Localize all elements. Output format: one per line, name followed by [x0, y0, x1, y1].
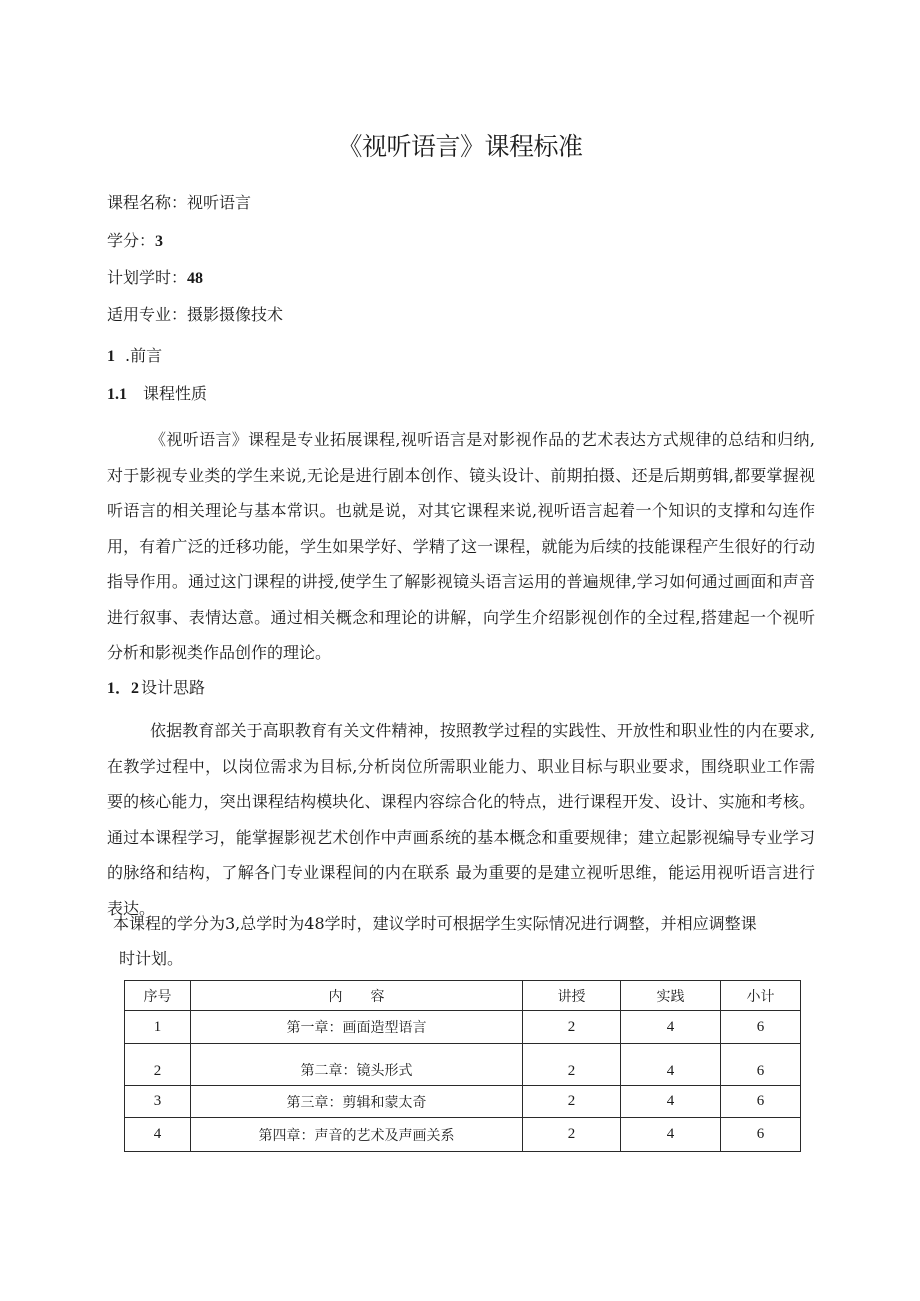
section-1-title: .前言 — [125, 346, 163, 365]
row-lecture: 2 — [523, 1118, 621, 1152]
header-index: 序号 — [125, 981, 191, 1011]
section-1-1-body: 《视听语言》课程是专业拓展课程,视听语言是对影视作品的艺术表达方式规律的总结和归纳,对于影视专业类的学生来说,无论是进行剧本创作、镜头设计、前期拍摄、还是后期剪辑,都要掌握视听语言的相关理论与基本常识。也就是说，对其它课程来说,视听语言起着一个知识的支撑和勾连作用，有着广泛的迁移功能，学生如果学好、学精了这一课程，就能为后续的技能课程产生很好的行动指导作用。通过这门课程的讲授,使学生了解影视镜头语言运用的普遍规律,学习如何通过画面和声音进行叙事、表情达意。通过相关概念和理论的讲解，向学生介绍影视创作的全过程,搭建起一个视听分析和影视类作品创作的理论。 — [107, 430, 815, 662]
header-content-label: 内 容 — [328, 988, 385, 1005]
row-content: 第一章：画面造型语言 — [191, 1011, 523, 1044]
header-practice: 实践 — [621, 981, 721, 1011]
header-content — [191, 981, 523, 1011]
row-lecture: 2 — [523, 1011, 621, 1044]
row-index: 3 — [125, 1086, 191, 1118]
hours-note-line-1: 本课程的学分为3,总学时为48学时，建议学时可根据学生实际情况进行调整，并相应调整课 — [113, 914, 757, 933]
row-practice: 4 — [621, 1011, 721, 1044]
major-line — [107, 305, 283, 325]
hours-note — [113, 906, 818, 976]
row-practice: 4 — [621, 1044, 721, 1086]
row-practice: 4 — [621, 1118, 721, 1152]
section-1-2-body: 依据教育部关于高职教育有关文件精神，按照教学过程的实践性、开放性和职业性的内在要求,在教学过程中，以岗位需求为目标,分析岗位所需职业能力、职业目标与职业要求，围绕职业工作需要的核心能力，突出课程结构模块化、课程内容综合化的特点，进行课程开发、设计、实施和考核。通过本课程学习，能掌握影视艺术创作中声画系统的基本概念和重要规律；建立起影视编导专业学习的脉络和结构，了解各门专业课程间的内在联系 最为重要的是建立视听思维，能运用视听语言进行表达。 — [107, 721, 815, 918]
table-row — [125, 1011, 801, 1044]
row-content: 第二章：镜头形式 — [191, 1044, 523, 1086]
course-name-value: 视听语言 — [187, 193, 252, 212]
row-subtotal: 6 — [721, 1044, 801, 1086]
row-index: 1 — [125, 1011, 191, 1044]
header-lecture: 讲授 — [523, 981, 621, 1011]
credits-label: 学分： — [107, 231, 156, 250]
section-1-heading — [107, 346, 162, 367]
course-name-line — [107, 193, 251, 213]
row-subtotal: 6 — [721, 1118, 801, 1152]
hours-line — [107, 268, 203, 289]
section-1-1-number: 1.1 — [107, 386, 127, 403]
hours-label: 计划学时： — [107, 268, 188, 287]
document-title: 《视听语言》课程标准 — [337, 132, 583, 161]
row-lecture: 2 — [523, 1044, 621, 1086]
header-subtotal: 小计 — [721, 981, 801, 1011]
row-practice: 4 — [621, 1086, 721, 1118]
major-value: 摄影摄像技术 — [187, 305, 284, 324]
credits-line — [107, 231, 163, 252]
row-lecture: 2 — [523, 1086, 621, 1118]
row-content: 第三章：剪辑和蒙太奇 — [191, 1086, 523, 1118]
table-row — [125, 1086, 801, 1118]
section-1-1-heading — [107, 384, 207, 405]
section-1-2-heading — [107, 678, 205, 699]
row-index: 4 — [125, 1118, 191, 1152]
section-1-1-title: 课程性质 — [143, 384, 208, 403]
table-row — [125, 1118, 801, 1152]
section-1-number: 1 — [107, 348, 115, 365]
row-subtotal: 6 — [721, 1086, 801, 1118]
section-1-2-title: 设计思路 — [141, 678, 206, 697]
table-row — [125, 1044, 801, 1086]
row-content: 第四章：声音的艺术及声画关系 — [191, 1118, 523, 1152]
course-name-label: 课程名称： — [107, 193, 188, 212]
major-label: 适用专业： — [107, 305, 188, 324]
hours-value: 48 — [187, 270, 204, 287]
row-subtotal: 6 — [721, 1011, 801, 1044]
section-1-2-number: 1．2 — [107, 680, 140, 697]
row-index: 2 — [125, 1044, 191, 1086]
hours-note-line-2: 时计划。 — [119, 949, 184, 968]
table-header-row — [125, 981, 801, 1011]
credits-value: 3 — [155, 233, 164, 250]
course-hours-table — [124, 980, 801, 1152]
